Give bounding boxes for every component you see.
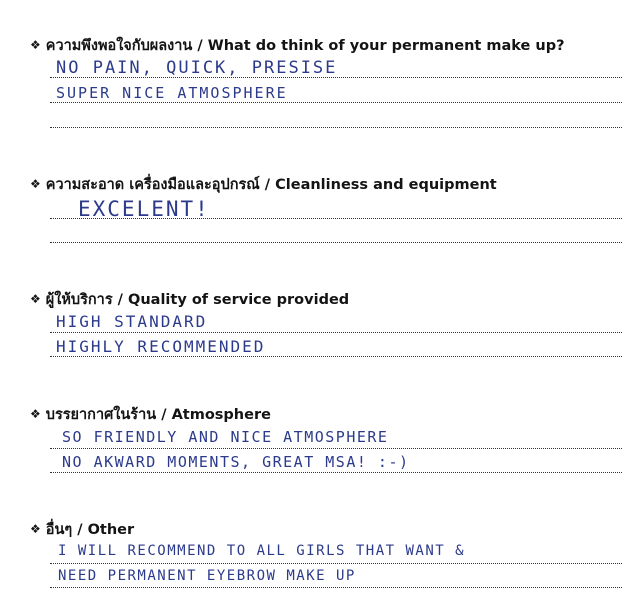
question-cleanliness: ❖ ความสะอาด เครื่องมือและอุปกรณ์ / Cleanliness and equipment [30, 177, 497, 193]
diamond-bullet-icon: ❖ [30, 407, 41, 421]
diamond-bullet-icon: ❖ [30, 38, 41, 52]
answer-line-1: SO FRIENDLY AND NICE ATMOSPHERE [62, 428, 389, 446]
answer-line-2: NEED PERMANENT EYEBROW MAKE UP [58, 568, 356, 584]
answer-line-2: NO AKWARD MOMENTS, GREAT MSA! :-) [62, 453, 410, 471]
answer-line-2: SUPER NICE ATMOSPHERE [56, 84, 288, 102]
answer-line [50, 356, 622, 357]
answer-line-2: HIGHLY RECOMMENDED [56, 337, 266, 356]
diamond-bullet-icon: ❖ [30, 177, 41, 191]
answer-line [50, 587, 622, 588]
answer-line-1: HIGH STANDARD [56, 312, 208, 331]
answer-line [50, 102, 622, 103]
answer-line [50, 563, 622, 564]
diamond-bullet-icon: ❖ [30, 292, 41, 306]
answer-line [50, 242, 622, 243]
answer-line-1: EXCELENT! [78, 197, 210, 221]
question-other: ❖ อื่นๆ / Other [30, 522, 135, 538]
question-atmosphere: ❖ บรรยากาศในร้าน / Atmosphere [30, 407, 271, 423]
question-service: ❖ ผู้ให้บริการ / Quality of service provided [30, 292, 350, 308]
answer-line [50, 77, 622, 78]
answer-line [50, 218, 622, 219]
answer-line-1: I WILL RECOMMEND TO ALL GIRLS THAT WANT & [58, 543, 466, 559]
answer-line [50, 127, 622, 128]
question-satisfaction: ❖ ความพึงพอใจกับผลงาน / What do think of your permanent make up? [30, 38, 565, 54]
answer-line [50, 472, 622, 473]
diamond-bullet-icon: ❖ [30, 522, 41, 536]
answer-line [50, 332, 622, 333]
answer-line-1: NO PAIN, QUICK, PRESISE [56, 58, 338, 78]
answer-line [50, 448, 622, 449]
